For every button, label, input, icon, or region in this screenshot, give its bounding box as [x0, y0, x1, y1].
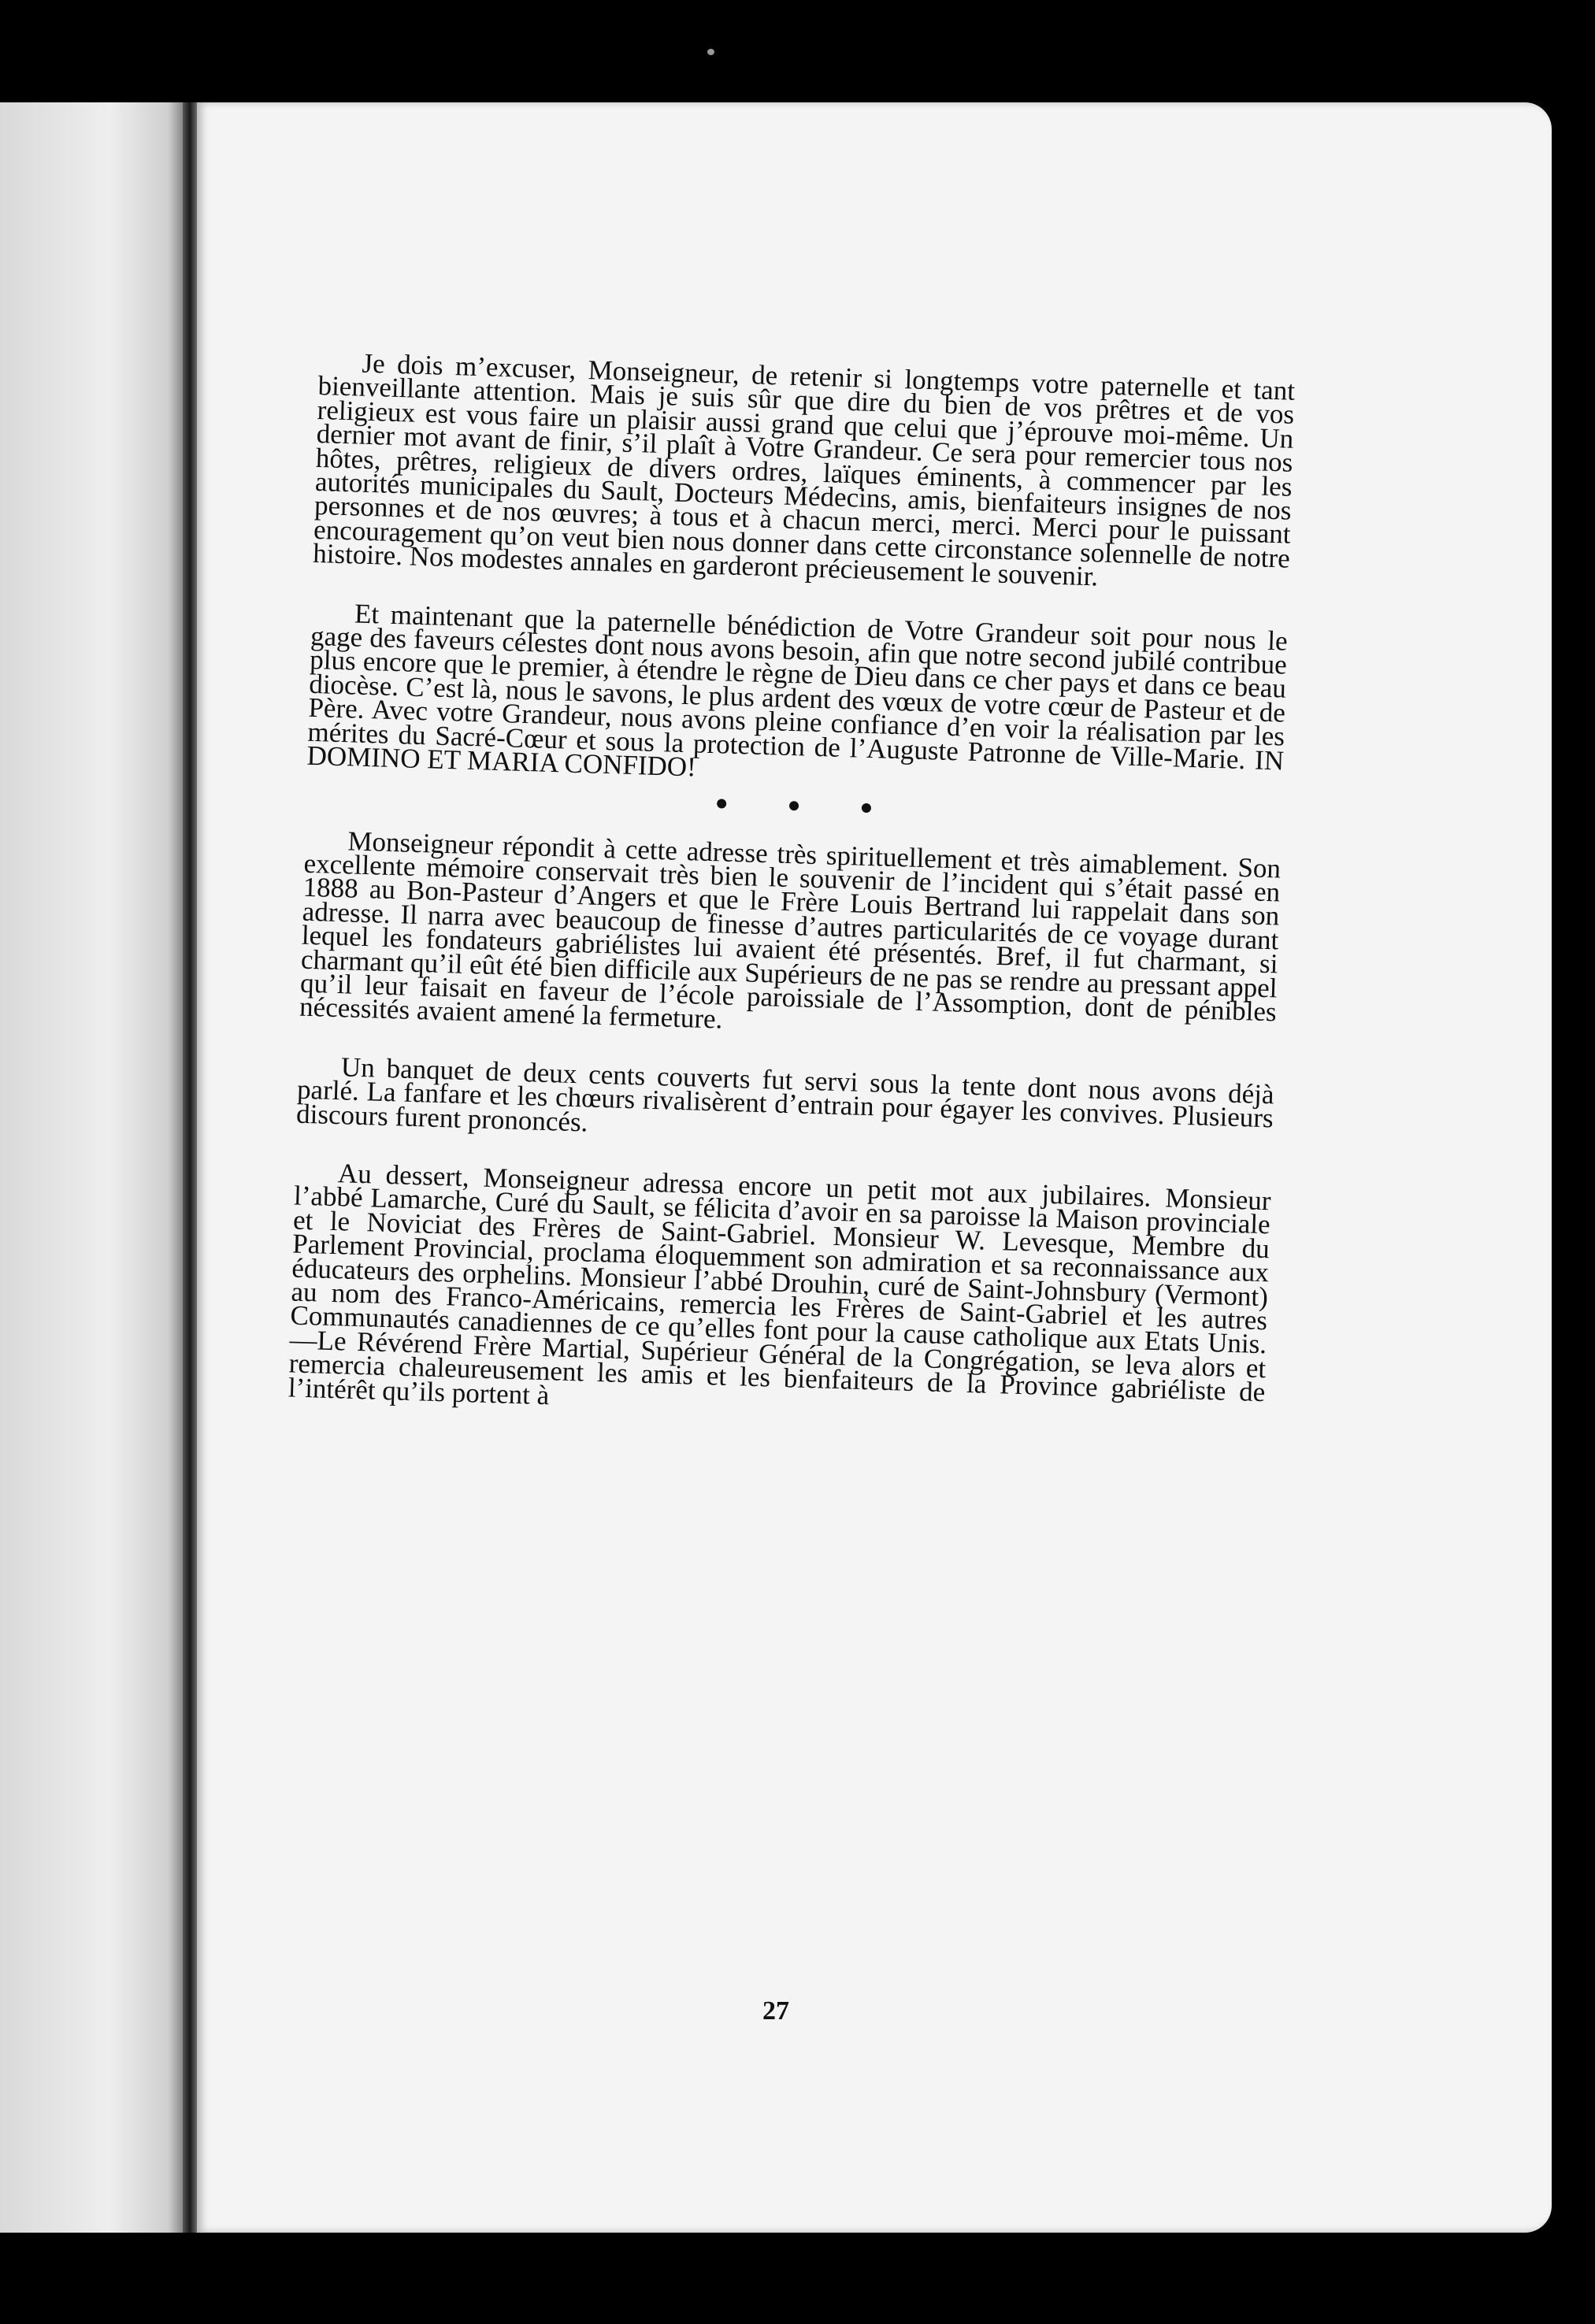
paragraph-monseigneur-reply: Monseigneur répondit à cette adresse très spirituellement et très aimablement. Son excellente mémoire conservait très bien le souvenir de l’incident qui s’était passé en 1888 au Bon-Pasteur d’Angers et que le Frère Louis Bertrand lui rappelait dans son adresse. Il narra avec beaucoup de finesse d’autres particularités de ce voyage durant lequel les fondateurs gabriélistes lui avaient été présentés. Bref, il fut charmant, si charmant qu’il eût été bien difficile aux Supérieurs de ne pas se rendre au pressant appel qu’il leur faisait en faveur de l’école paroissiale de l’Assomption, dont de pénibles nécessités avaient amené la fermeture.: [299, 825, 1282, 1035]
book-gutter: [183, 102, 197, 2233]
page-number: 27: [762, 1996, 789, 2026]
scan-speck: [707, 49, 714, 55]
divider-dot-icon: ●: [859, 795, 874, 820]
divider-dot-icon: ●: [787, 792, 802, 817]
divider-dot-icon: ●: [714, 790, 729, 816]
paragraph-benediction: Et maintenant que la paternelle bénédiction de Votre Grandeur soit pour nous le gage des faveurs célestes dont nous avons besoin, afin que notre second jubilé contribue plus encore que le premier, à étendre le règne de Dieu dans ce cher pays et dans ce beau diocèse. C’est là, nous le savons, le plus ardent des vœux de votre cœur de Pasteur et de Père. Avec votre Grandeur, nous avons pleine confiance d’en voir la réalisation par les mérites du Sacré-Cœur et sous la protection de l’Auguste Patronne de Ville-Marie. IN DOMINO ET MARIA CONFIDO!: [306, 598, 1289, 783]
facing-page-edge: [0, 102, 183, 2233]
paragraph-closing-address: Je dois m’excuser, Monseigneur, de retenir si longtemps votre paternelle et tant bienveillante attention. Mais je suis sûr que dire du bien de vos prêtres et de vos religieux est vous faire un plaisir aussi grand que celui que j’éprouve moi-même. Un dernier mot avant de finir, s’il plaît à Votre Grandeur. Ce sera pour remercier tous nos hôtes, prêtres, religieux de divers ordres, laïques éminents, à commencer par les autorités municipales du Sault, Docteurs Médecins, amis, bienfaiteurs insignes de nos personnes et de nos œuvres; à tous et à chacun merci, merci. Merci pour le puissant encouragement qu’on veut bien nous donner dans cette circonstance solennelle de notre histoire. Nos modestes annales en garderont précieusement le souvenir.: [312, 347, 1296, 592]
paragraph-banquet: Un banquet de deux cents couverts fut servi sous la tente dont nous avons déjà parlé. La fanfare et les chœurs rivalisèrent d’entrain pour égayer les convives. Plusieurs discours furent prononcés.: [295, 1051, 1275, 1138]
paragraph-dessert-speeches: Au dessert, Monseigneur adressa encore un petit mot aux jubilaires. Monsieur l’abbé Lamarche, Curé du Sault, se félicita d’avoir en sa paroisse la Maison provinciale et le Noviciat des Frères de Saint-Gabriel. Monsieur W. Levesque, Membre du Parlement Provincial, proclama éloquemment son admiration et sa reconnaissance aux éducateurs des orphelins. Monsieur l’abbé Drouhin, curé de Saint-Johnsbury (Vermont) au nom des Franco-Américains, remercia les Frères de Saint-Gabriel et les autres Communautés canadiennes de ce qu’elles font pour la cause catholique aux Etats Unis.—Le Révérend Frère Martial, Supérieur Général de la Congrégation, se leva alors et remercia chaleureusement les amis et les bienfaiteurs de la Province gabriéliste de l’intérêt qu’ils portent à: [287, 1158, 1272, 1410]
page-text: [287, 347, 1296, 1429]
